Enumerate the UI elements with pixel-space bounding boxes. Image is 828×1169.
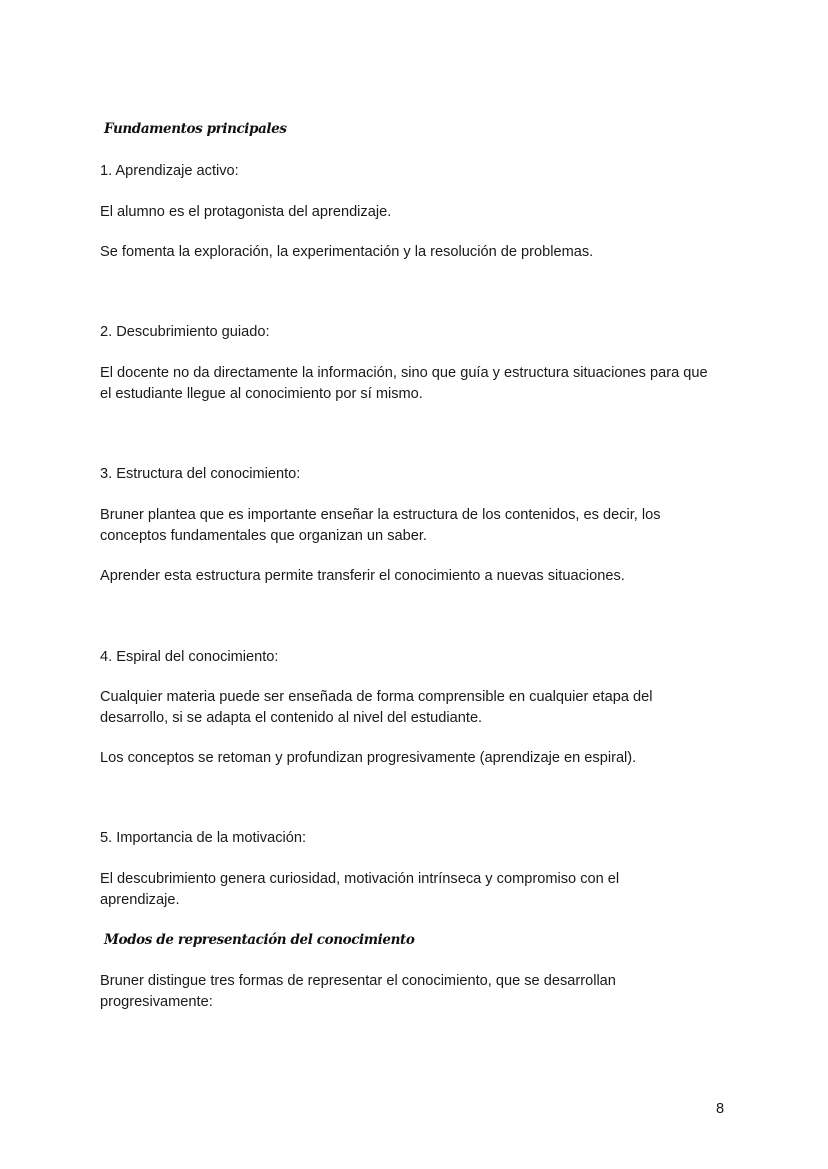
- heading-fundamentos: Fundamentos principales: [104, 121, 287, 137]
- section-4-title: 4. Espiral del conocimiento:: [100, 649, 279, 665]
- section-2-paragraph-1: El docente no da directamente la información, sino que guía y estructura situaciones para que el estudiante llegue al conocimiento por sí mismo.: [100, 365, 708, 402]
- modos-intro-paragraph: Bruner distingue tres formas de representar el conocimiento, que se desarrollan progresivamente:: [100, 973, 616, 1010]
- section-5-paragraph-1: El descubrimiento genera curiosidad, motivación intrínseca y compromiso con el aprendizaje.: [100, 871, 620, 908]
- section-3-paragraph-1: Bruner plantea que es importante enseñar la estructura de los contenidos, es decir, los conceptos fundamentales que organizan un saber.: [100, 507, 661, 544]
- heading-modos: Modos de representación del conocimiento: [104, 932, 415, 948]
- section-5-title: 5. Importancia de la motivación:: [100, 830, 307, 846]
- section-2-title: 2. Descubrimiento guiado:: [100, 324, 270, 340]
- section-1-paragraph-1: El alumno es el protagonista del aprendizaje.: [100, 204, 392, 220]
- page-number: 8: [716, 1101, 725, 1117]
- section-1-title: 1. Aprendizaje activo:: [100, 163, 239, 179]
- section-3-title: 3. Estructura del conocimiento:: [100, 466, 301, 482]
- section-4-paragraph-2: Los conceptos se retoman y profundizan progresivamente (aprendizaje en espiral).: [100, 750, 637, 766]
- section-3-paragraph-2: Aprender esta estructura permite transferir el conocimiento a nuevas situaciones.: [100, 568, 625, 584]
- section-4-paragraph-1: Cualquier materia puede ser enseñada de forma comprensible en cualquier etapa del desarrollo, si se adapta el contenido al nivel del estudiante.: [100, 689, 653, 726]
- section-1-paragraph-2: Se fomenta la exploración, la experimentación y la resolución de problemas.: [100, 244, 594, 260]
